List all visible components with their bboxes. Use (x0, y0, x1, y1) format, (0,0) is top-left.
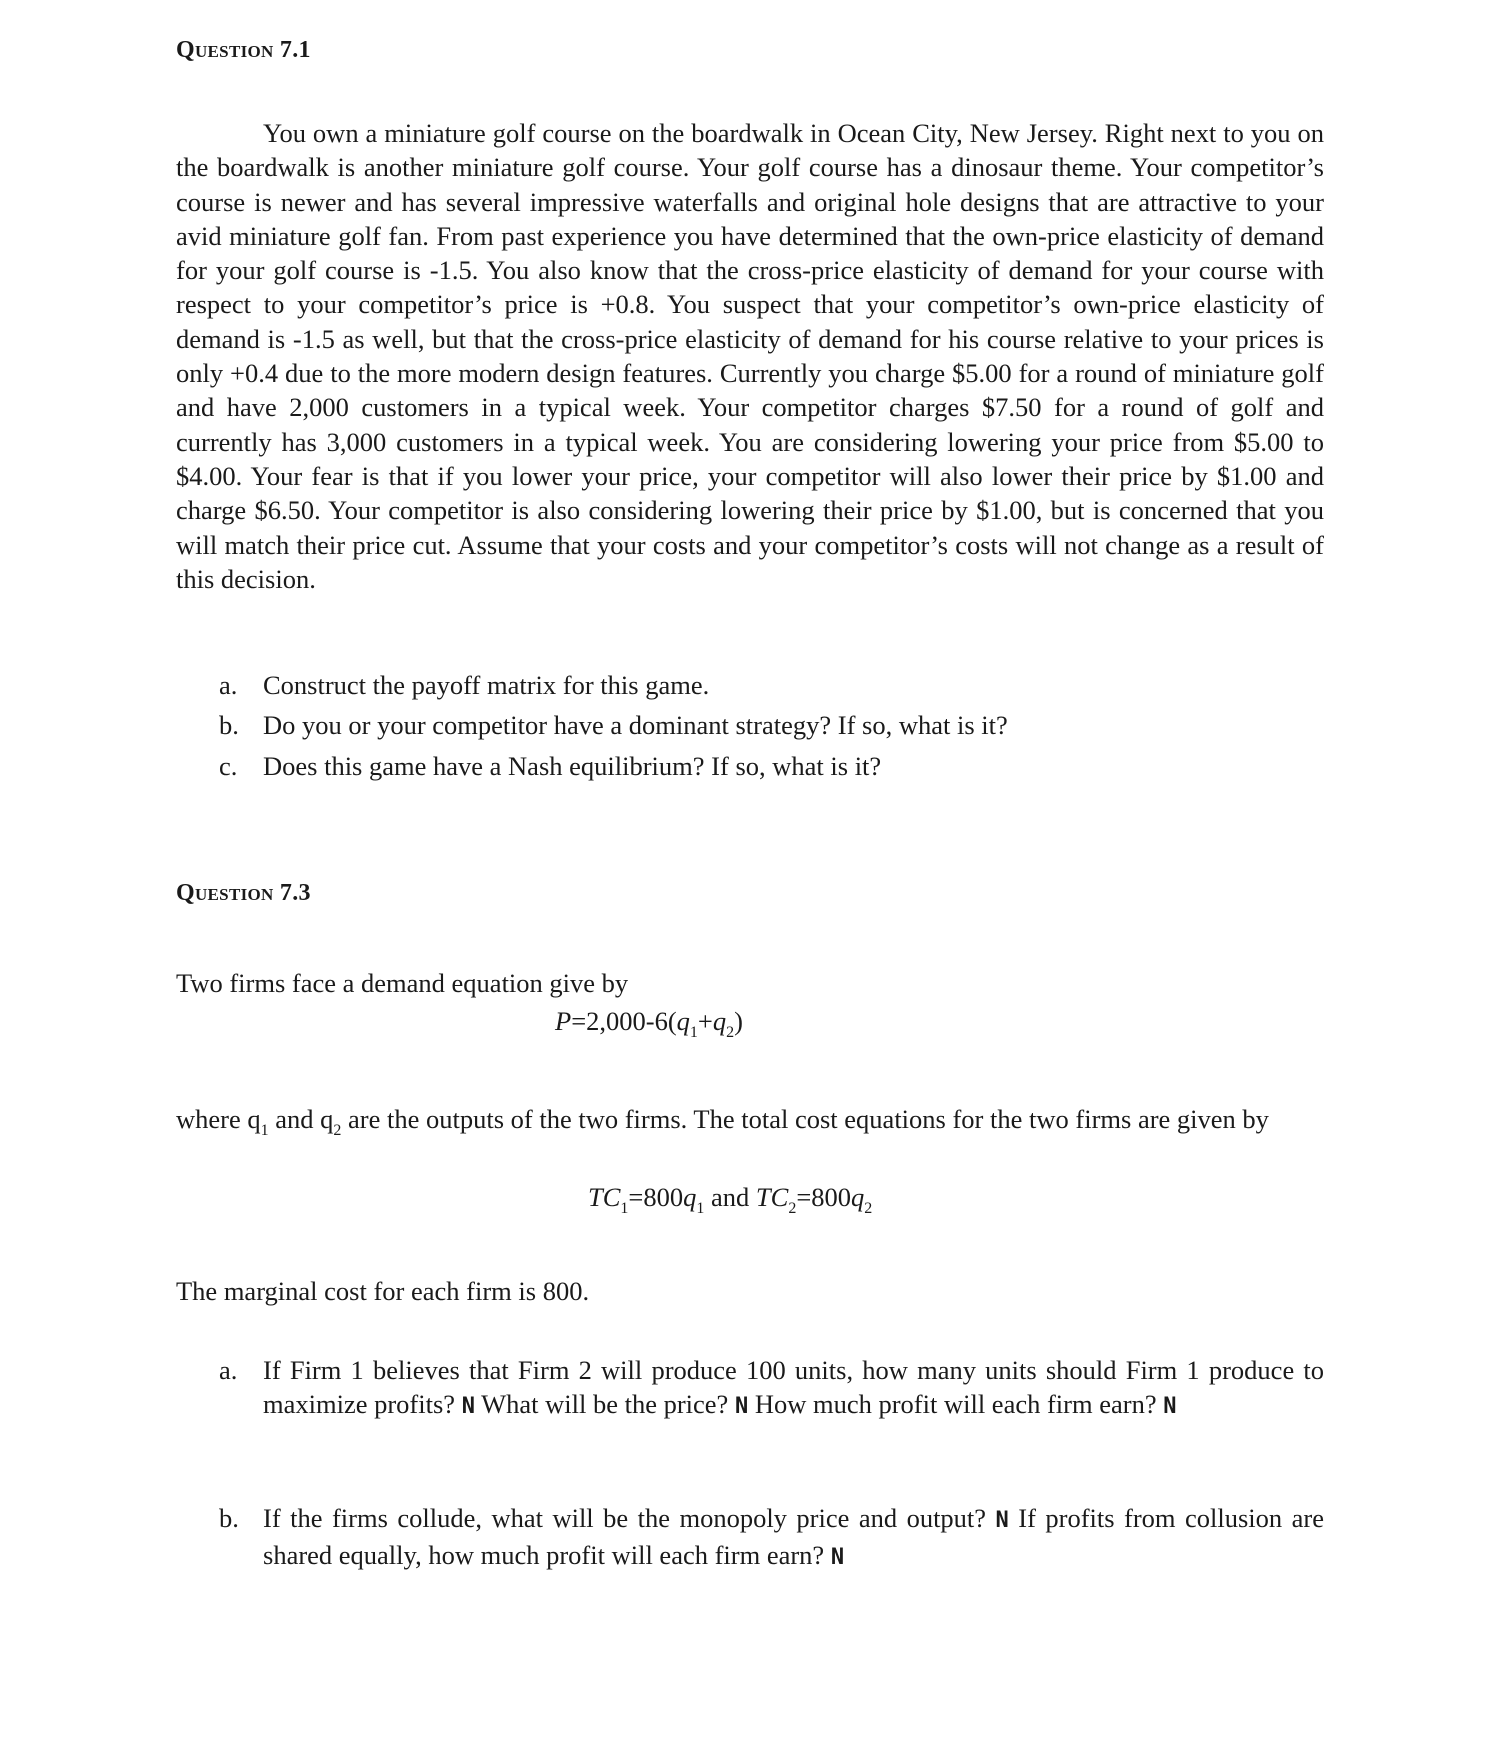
list-item: a. Construct the payoff matrix for this game. (219, 670, 710, 700)
cost-equations: $TC_1=800q_1$ and $TC_2=800q_2$ (588, 1182, 873, 1217)
question-7-1-body: You own a miniature golf course on the boardwalk in Ocean City, New Jersey. Right next to you on the boardwalk is another miniature golf course. Your golf course has a dinosaur theme. Your competitor’s course is newer and has several impressive waterfalls and original hole designs that are attractive to your avid miniature golf fan. From past experience you have determined that the own-price elasticity of demand for your golf course is -1.5. You also know that the cross-price elasticity of demand for your course with respect to your competitor’s price is +0.8. You suspect that your competitor’s own-price elasticity of demand is -1.5 as well, but that the cross-price elasticity of demand for his course relative to your prices is only +0.4 due to the more modern design features. Currently you charge $5.00 for a round of miniature golf and have 2,000 customers in a typical week. Your competitor charges $7.50 for a round of golf and currently has 3,000 customers in a typical week. You are considering lowering your price from $5.00 to $4.00. Your fear is that if you lower your price, your competitor will also lower their price by $1.00 and charge $6.50. Your competitor is also considering lowering their price by $1.00, but is concerned that you will match their price cut. Assume that your costs and your competitor’s costs will not change as a result of this decision. (176, 118, 1324, 594)
list-item: b. Do you or your competitor have a dominant strategy? If so, what is it? (219, 710, 1008, 741)
n-mark: N (734, 1394, 749, 1420)
question-7-3-intro: Two firms face a demand equation give by (176, 968, 629, 998)
question-7-3-part-b (176, 1501, 1324, 1576)
question-7-3-heading: Question 7.3 (176, 880, 311, 906)
list-item: a. If Firm 1 believes that Firm 2 will produce 100 units, how many units should Firm 1 produce to maximize profits? N What will be the price? N How much profit will each firm earn? N (219, 1355, 1324, 1420)
demand-equation: $P=2,000-6(q_1+q_2)$ (555, 1006, 743, 1041)
n-mark: N (995, 1508, 1009, 1533)
question-7-3-part-a (176, 1353, 1324, 1425)
n-mark: N (461, 1394, 475, 1420)
marginal-cost-statement: The marginal cost for each firm is 800. (176, 1276, 590, 1306)
question-7-1-parts (176, 668, 1324, 783)
list-item: c. Does this game have a Nash equilibrium? If so, what is it? (219, 750, 882, 781)
n-mark: N (1163, 1394, 1177, 1420)
where-paragraph: where $q_1$ and $q_2$ are the outputs of the two firms. The total cost equations for the two firms are given by (176, 1104, 1269, 1139)
n-mark: N (830, 1545, 845, 1571)
list-item: b. If the firms collude, what will be the monopoly price and output? N If profits from collusion are shared equally, how much profit will each firm earn? N (219, 1503, 1324, 1571)
question-7-1-heading: Question 7.1 (176, 37, 311, 63)
